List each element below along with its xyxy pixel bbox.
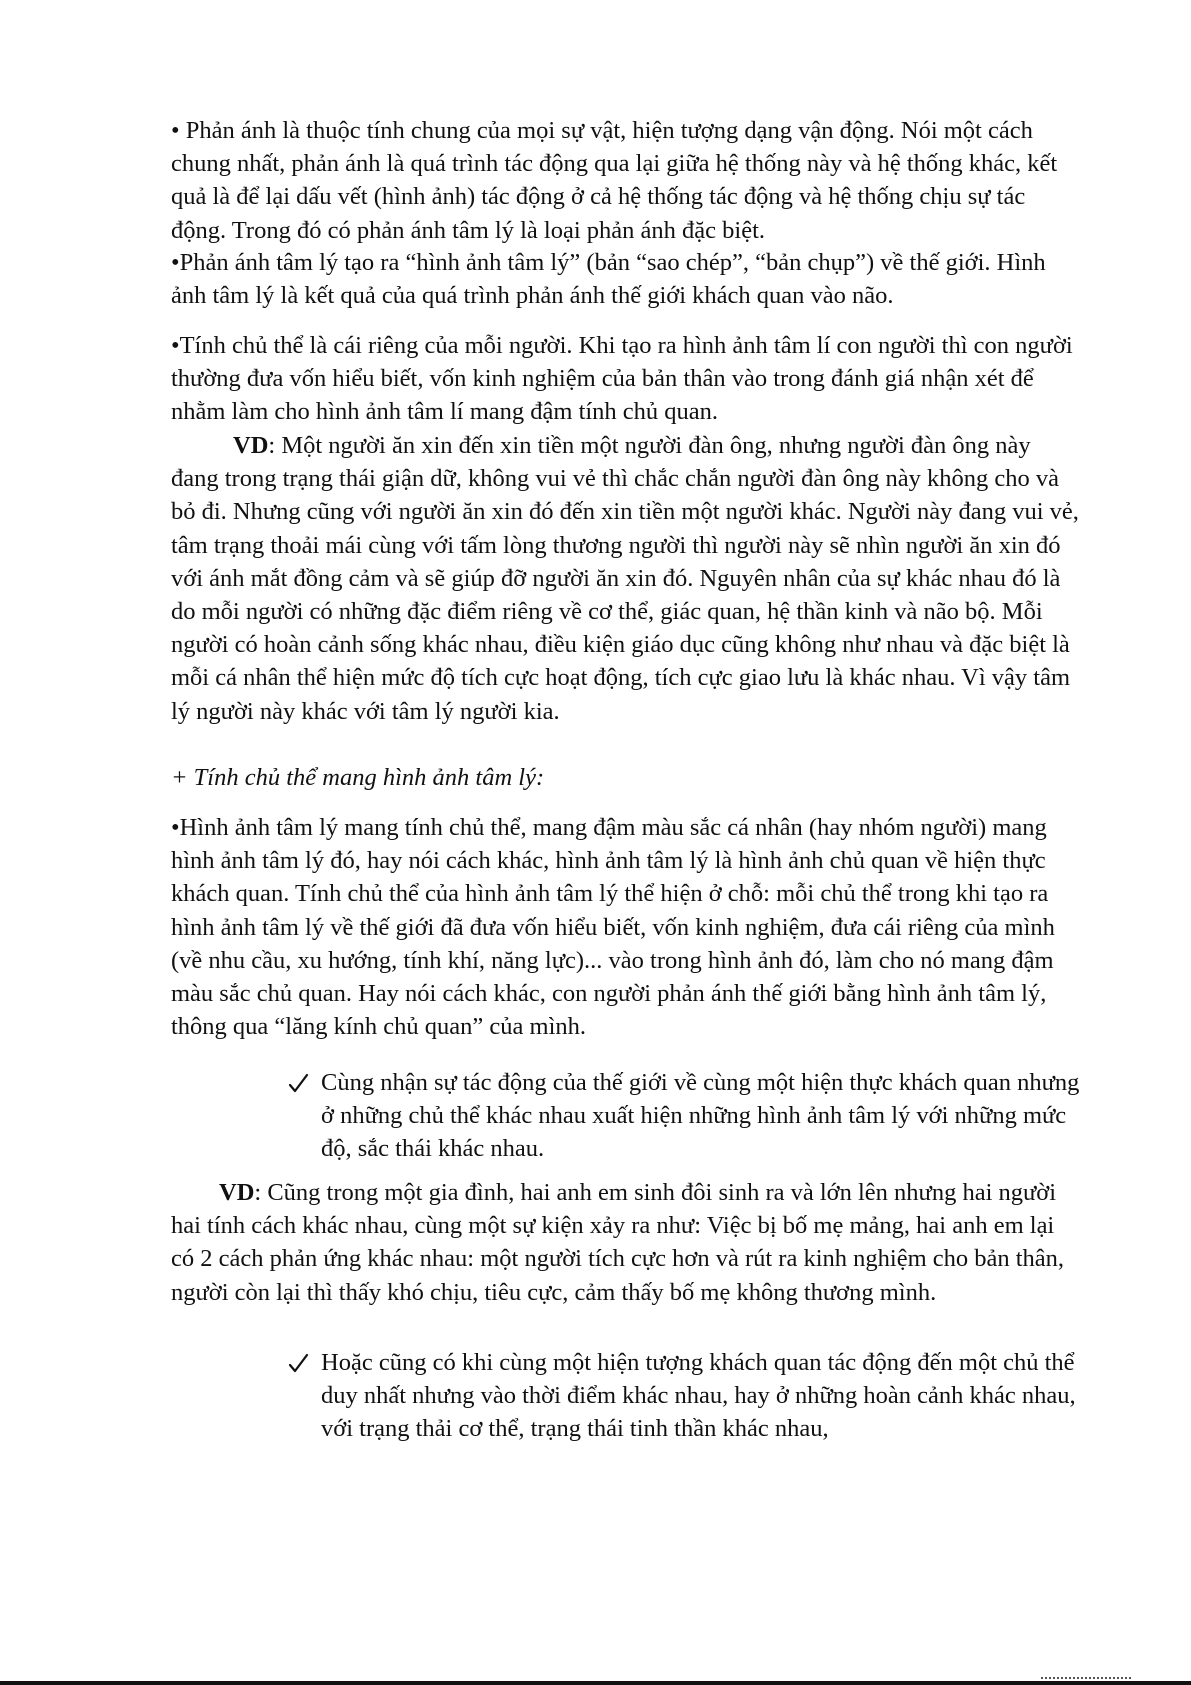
paragraph-subjectivity: •Tính chủ thể là cái riêng của mỗi người. Khi tạo ra hình ảnh tâm lí con người thì con người thường đưa vốn hiểu biết, vốn kinh nghiệm của bản thân vào trong đánh giá nhận xét để nhằm làm cho hình ảnh tâm lí mang đậm tính chủ quan. [171,332,1073,426]
check-list-item [321,1346,1081,1446]
check-list-item [321,1066,1081,1166]
example-label: VD [219,1179,255,1206]
paragraph-reflection-definition: • Phản ánh là thuộc tính chung của mọi sự vật, hiện tượng dạng vận động. Nói một cách chung nhất, phản ánh là quá trình tác động qua lại giữa hệ thống này và hệ thống khác, kết quả là để lại dấu vết (hình ảnh) tác động ở cả hệ thống tác động và hệ thống chịu sự tác động. Trong đó có phản ánh tâm lý là loại phản ánh đặc biệt. [171,117,1058,244]
subheading-subjectivity: + Tính chủ thể mang hình ảnh tâm lý: [171,764,545,791]
checkmark-icon [287,1066,311,1099]
example-label: VD [233,432,269,459]
checkmark-icon [287,1346,311,1379]
check-list-item-text: Cùng nhận sự tác động của thế giới về cùng một hiện thực khách quan nhưng ở những chủ thể khác nhau xuất hiện những hình ảnh tâm lý với những mức độ, sắc thái khác nhau. [321,1069,1080,1163]
paragraph-subjective-image: •Hình ảnh tâm lý mang tính chủ thể, mang đậm màu sắc cá nhân (hay nhóm người) mang hình ảnh tâm lý đó, hay nói cách khác, hình ảnh tâm lý là hình ảnh chủ quan về hiện thực khách quan. Tính chủ thể của hình ảnh tâm lý thể hiện ở chỗ: mỗi chủ thể trong khi tạo ra hình ảnh tâm lý về thế giới đã đưa vốn hiểu biết, vốn kinh nghiệm, đưa cái riêng của mình (về nhu cầu, xu hướng, tính khí, năng lực)... vào trong hình ảnh đó, làm cho nó mang đậm màu sắc chủ quan. Hay nói cách khác, con người phản ánh thế giới bằng hình ảnh tâm lý, thông qua “lăng kính chủ quan” của mình. [171,814,1055,1041]
page-bottom-rule [0,1681,1191,1685]
paragraph-psychological-image: •Phản ánh tâm lý tạo ra “hình ảnh tâm lý” (bản “sao chép”, “bản chụp”) về thế giới. Hình ảnh tâm lý là kết quả của quá trình phản ánh thế giới khách quan vào não. [171,249,1046,310]
example-twins [171,1176,1081,1309]
example-text: : Cũng trong một gia đình, hai anh em sinh đôi sinh ra và lớn lên nhưng hai người hai tính cách khác nhau, cùng một sự kiện xảy ra như: Việc bị bố mẹ mảng, hai anh em lại có 2 cách phản ứng khác nhau: một người tích cực hơn và rút ra kinh nghiệm cho bản thân, người còn lại thì thấy khó chịu, tiêu cực, cảm thấy bố mẹ không thương mình. [171,1179,1065,1306]
check-list-item-text: Hoặc cũng có khi cùng một hiện tượng khách quan tác động đến một chủ thể duy nhất nhưng vào thời điểm khác nhau, hay ở những hoàn cảnh khác nhau, với trạng thải cơ thể, trạng thái tinh thần khác nhau, [321,1349,1076,1443]
example-beggar [171,429,1081,728]
example-text: : Một người ăn xin đến xin tiền một người đàn ông, nhưng người đàn ông này đang trong trạng thái giận dữ, không vui vẻ thì chắc chắn người đàn ông này không cho và bỏ đi. Nhưng cũng với người ăn xin đó đến xin tiền một người khác. Người này đang vui vẻ, tâm trạng thoải mái cùng với tấm lòng thương người thì người này sẽ nhìn người ăn xin đó với ánh mắt đồng cảm và sẽ giúp đỡ người ăn xin đó. Nguyên nhân của sự khác nhau đó là do mỗi người có những đặc điểm riêng về cơ thể, giác quan, hệ thần kinh và não bộ. Mỗi người có hoàn cảnh sống khác nhau, điều kiện giáo dục cũng không như nhau và đặc biệt là mỗi cá nhân thể hiện mức độ tích cực hoạt động, tích cực giao lưu là khác nhau. Vì vậy tâm lý người này khác với tâm lý người kia. [171,432,1079,725]
